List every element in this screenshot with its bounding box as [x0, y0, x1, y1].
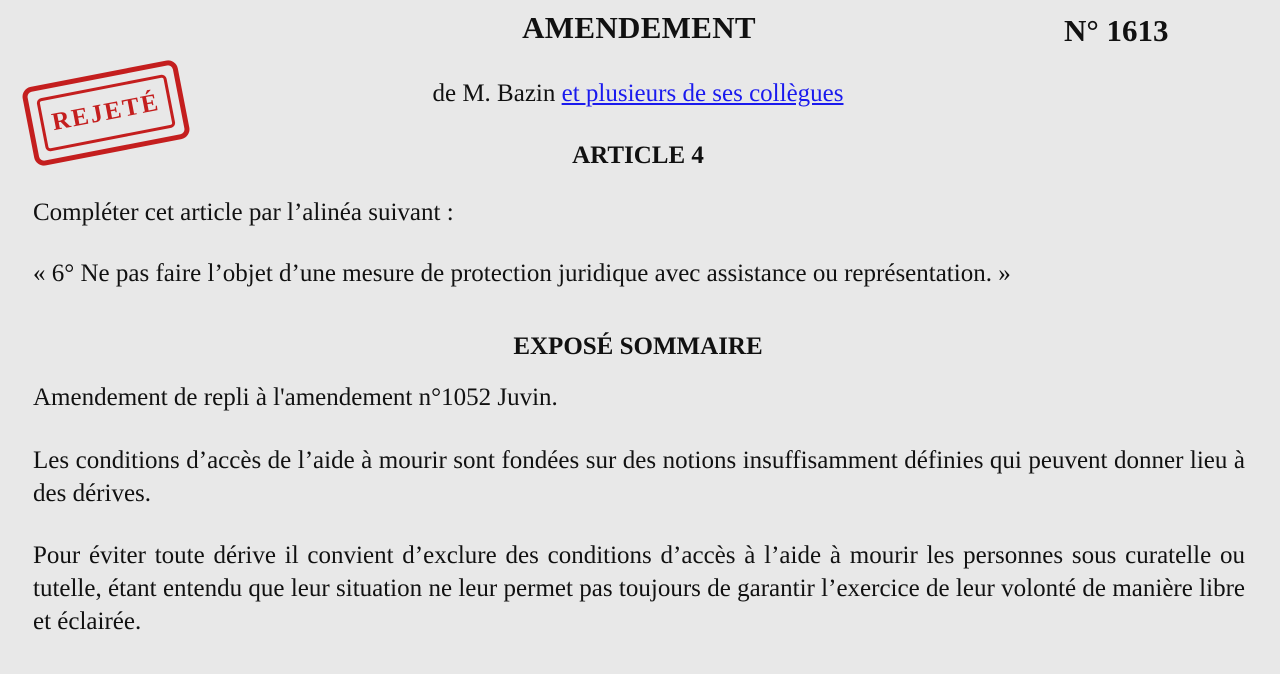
article-text: « 6° Ne pas faire l’objet d’une mesure de protection juridique avec assistance ou représentation. »	[33, 260, 1011, 287]
expose-paragraph-1: Amendement de repli à l'amendement n°1052 Juvin.	[33, 384, 558, 411]
author-line	[0, 80, 1276, 108]
amendment-number: N° 1613	[1064, 13, 1169, 48]
expose-paragraph-2: Les conditions d’accès de l’aide à mourir sont fondées sur des notions insuffisamment définies qui peuvent donner lieu à des dérives.	[33, 447, 1245, 507]
expose-heading: EXPOSÉ SOMMAIRE	[513, 333, 763, 360]
author-name: de M. Bazin	[432, 80, 562, 107]
article-instruction: Compléter cet article par l’alinéa suivant :	[33, 199, 454, 226]
document-title: AMENDEMENT	[522, 10, 756, 45]
stamp-label: REJETÉ	[49, 88, 163, 137]
co-authors-link[interactable]: et plusieurs de ses collègues	[561, 80, 844, 107]
article-heading: ARTICLE 4	[572, 142, 704, 169]
expose-paragraph-3: Pour éviter toute dérive il convient d’exclure des conditions d’accès à l’aide à mourir les personnes sous curatelle ou tutelle, étant entendu que leur situation ne leur permet pas toujours de garantir l’exercice de leur volonté de manière libre et éclairée.	[33, 542, 1245, 635]
